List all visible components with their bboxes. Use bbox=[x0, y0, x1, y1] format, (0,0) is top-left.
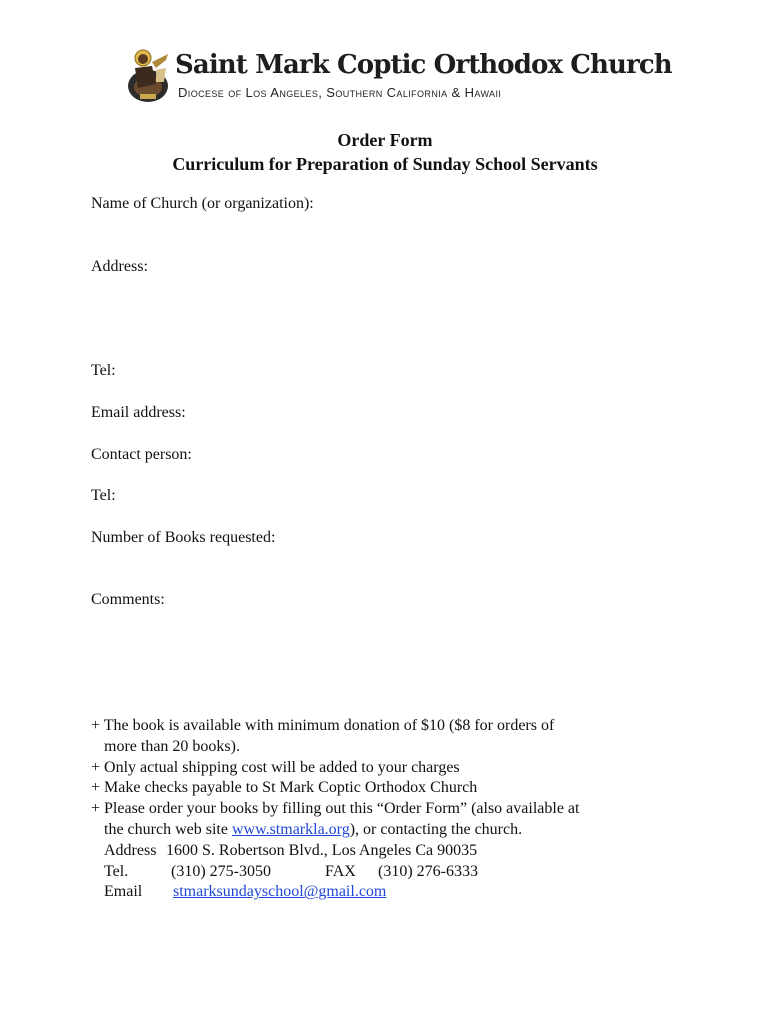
saint-mark-lion-icon bbox=[126, 48, 172, 104]
address-contact-label: Address bbox=[104, 841, 157, 859]
contact-email-line bbox=[91, 882, 691, 903]
order-web-suffix: ), or contacting the church. bbox=[349, 820, 523, 838]
books-requested-label: Number of Books requested: bbox=[91, 529, 276, 546]
website-link[interactable]: www.stmarkla.org bbox=[231, 820, 350, 838]
contact-tel-label: Tel: bbox=[91, 487, 116, 504]
note-donation-cont: more than 20 books). bbox=[104, 737, 240, 755]
tel-contact-label: Tel. bbox=[104, 862, 129, 880]
order-web-prefix: the church web site bbox=[104, 820, 232, 838]
form-subtitle: Curriculum for Preparation of Sunday School Servants bbox=[172, 154, 598, 174]
contact-person-label: Contact person: bbox=[91, 446, 192, 463]
contact-address-line bbox=[91, 841, 691, 862]
note-order: + Please order your books by filling out this “Order Form” (also available at bbox=[91, 800, 580, 818]
order-notes bbox=[91, 716, 691, 903]
email-contact-label: Email bbox=[104, 883, 143, 901]
church-name: Saint Mark Coptic Orthodox Church bbox=[175, 50, 672, 80]
tel-label: Tel: bbox=[91, 362, 116, 379]
note-order-cont bbox=[91, 820, 691, 841]
fax-label: FAX bbox=[325, 862, 356, 880]
note-checks: + Make checks payable to St Mark Coptic Orthodox Church bbox=[91, 779, 478, 797]
email-address-label: Email address: bbox=[91, 404, 186, 421]
note-shipping: + Only actual shipping cost will be added to your charges bbox=[91, 758, 460, 776]
diocese-subtitle: Diocese of Los Angeles, Southern California & Hawaii bbox=[178, 85, 502, 100]
comments-label: Comments: bbox=[91, 591, 165, 608]
address-label: Address: bbox=[91, 258, 148, 275]
church-name-label: Name of Church (or organization): bbox=[91, 195, 314, 212]
letterhead bbox=[126, 48, 672, 106]
form-title: Order Form bbox=[337, 130, 433, 150]
address-value: 1600 S. Robertson Blvd., Los Angeles Ca 90035 bbox=[166, 841, 478, 859]
email-link[interactable]: stmarksundayschool@gmail.com bbox=[173, 883, 387, 901]
fax-value: (310) 276-6333 bbox=[378, 862, 478, 880]
contact-phone-line bbox=[91, 862, 691, 883]
note-donation: + The book is available with minimum donation of $10 ($8 for orders of bbox=[91, 717, 555, 734]
tel-value: (310) 275-3050 bbox=[171, 862, 271, 880]
